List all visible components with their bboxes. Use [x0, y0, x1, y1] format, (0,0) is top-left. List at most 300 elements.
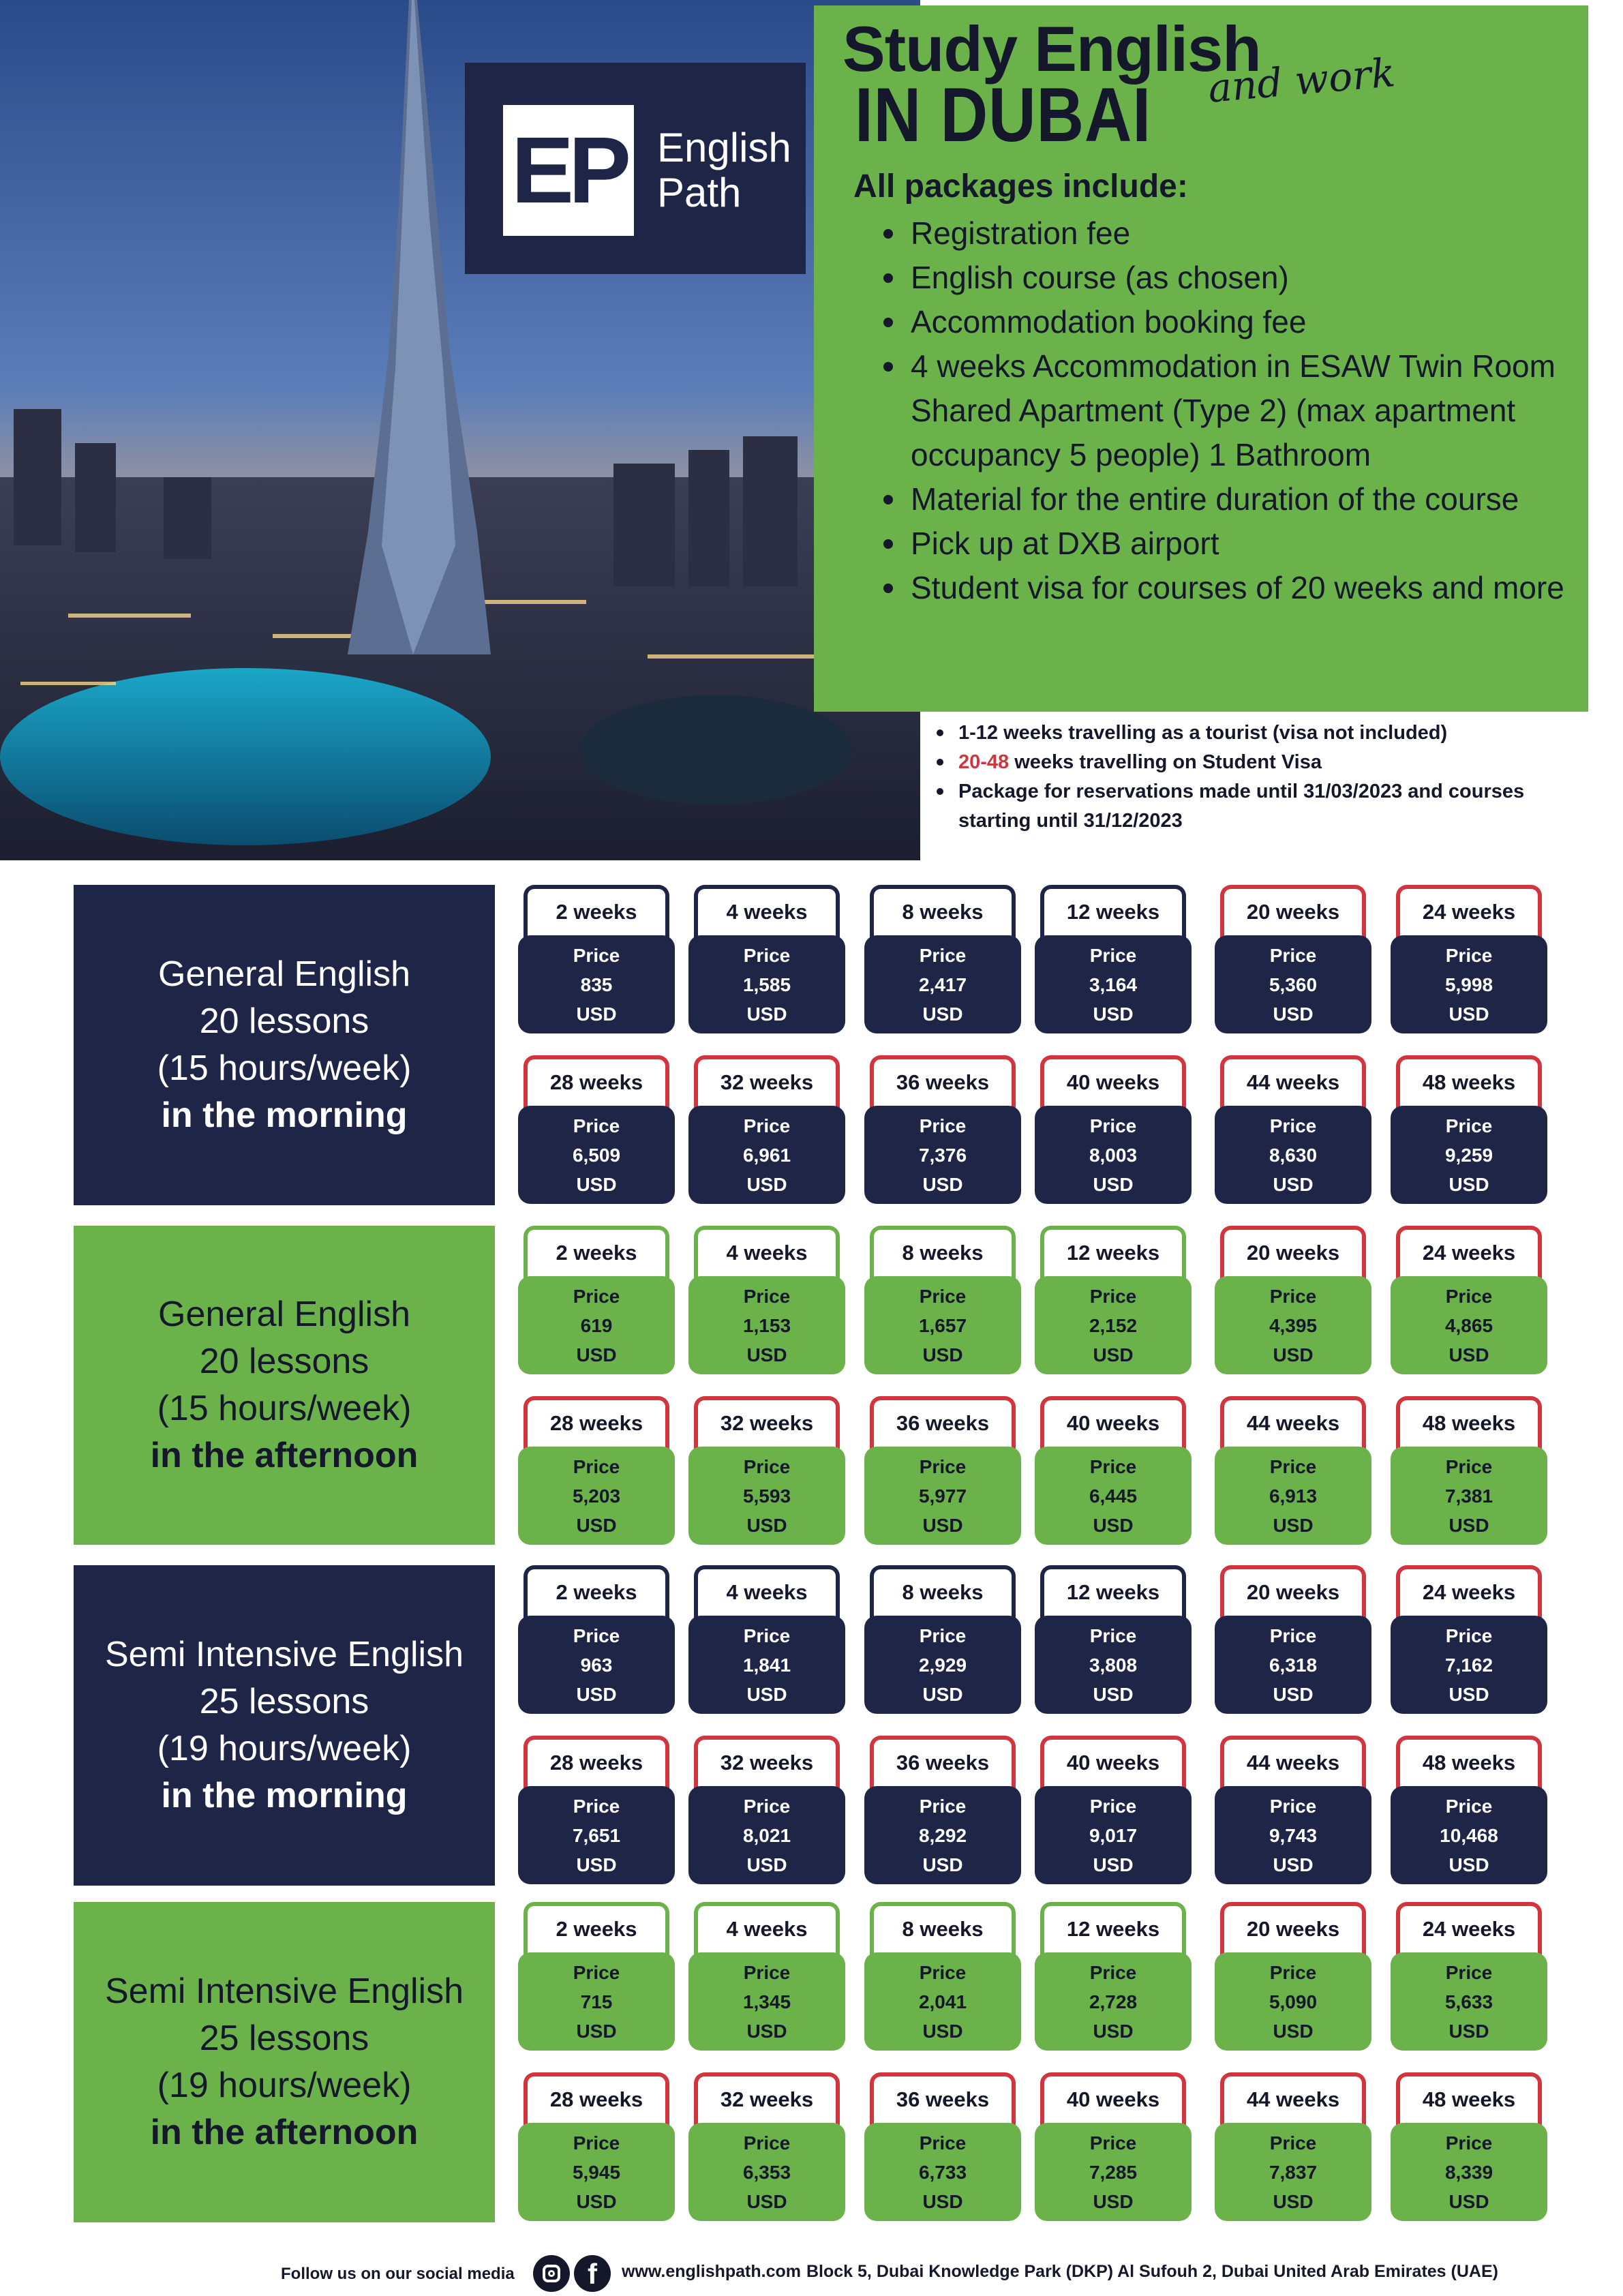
duration-tab: 8 weeks [870, 1902, 1016, 1965]
duration-tab: 4 weeks [694, 885, 840, 948]
price-card [688, 1565, 845, 1717]
facebook-icon[interactable]: f [574, 2255, 611, 2292]
price-card [864, 1736, 1021, 1887]
duration-tab: 44 weeks [1220, 2072, 1366, 2135]
price-card [1391, 885, 1547, 1036]
footer-website-link[interactable]: www.englishpath.com [622, 2262, 801, 2281]
price-box [1391, 1447, 1547, 1545]
price-label: Price [743, 1625, 791, 1646]
price-card [688, 885, 845, 1036]
price-box [688, 2123, 845, 2221]
price-box [1035, 1616, 1192, 1714]
price-box [864, 1616, 1021, 1714]
price-value: 2,041 [918, 1991, 967, 2012]
price-value: 8,003 [1089, 1145, 1138, 1166]
price-card [1035, 1565, 1192, 1717]
course-name: Semi Intensive English [104, 1635, 464, 1674]
currency-label: USD [746, 1344, 787, 1365]
logo-word-english: English [657, 125, 791, 170]
page-title-line1: Study English [843, 13, 1261, 85]
currency-label: USD [1448, 1854, 1489, 1875]
price-card [518, 885, 675, 1036]
price-label: Price [573, 2132, 620, 2154]
price-value: 2,929 [918, 1655, 967, 1676]
price-card [1391, 1226, 1547, 1377]
price-card [1035, 1902, 1192, 2053]
price-label: Price [1089, 1962, 1137, 1983]
price-card [518, 1396, 675, 1547]
price-value: 3,808 [1089, 1655, 1138, 1676]
price-box [864, 2123, 1021, 2221]
currency-label: USD [1448, 1344, 1489, 1365]
price-label: Price [1269, 945, 1317, 966]
duration-tab: 36 weeks [870, 2072, 1016, 2135]
price-box [1215, 1447, 1371, 1545]
price-label: Price [1089, 945, 1137, 966]
duration-tab: 32 weeks [694, 1055, 840, 1118]
duration-tab: 40 weeks [1040, 1736, 1186, 1798]
price-value: 619 [580, 1315, 613, 1336]
currency-label: USD [922, 1854, 963, 1875]
price-value: 6,445 [1089, 1485, 1138, 1507]
price-card [1035, 1396, 1192, 1547]
currency-label: USD [746, 1003, 787, 1025]
price-card [864, 1396, 1021, 1547]
currency-label: USD [746, 1515, 787, 1536]
currency-label: USD [576, 2021, 617, 2042]
course-time: in the morning [161, 1776, 408, 1815]
price-box [1215, 935, 1371, 1033]
duration-tab: 4 weeks [694, 1565, 840, 1628]
price-value: 7,162 [1444, 1655, 1493, 1676]
price-label: Price [1089, 1115, 1137, 1136]
price-box [688, 935, 845, 1033]
currency-label: USD [1093, 1854, 1134, 1875]
price-box [1035, 2123, 1192, 2221]
currency-label: USD [1093, 1344, 1134, 1365]
price-box [864, 1276, 1021, 1374]
price-value: 10,468 [1440, 1825, 1498, 1846]
duration-tab: 28 weeks [524, 2072, 669, 2135]
price-value: 8,292 [918, 1825, 967, 1846]
list-item: English course (as chosen) [889, 256, 1571, 300]
price-card [518, 2072, 675, 2224]
course-hours: (19 hours/week) [157, 2066, 412, 2105]
logo-word-path: Path [657, 170, 742, 215]
course-name: Semi Intensive English [104, 1972, 464, 2011]
price-box [1215, 2123, 1371, 2221]
price-box [1391, 1952, 1547, 2051]
price-value: 9,017 [1089, 1825, 1138, 1846]
currency-label: USD [1093, 1515, 1134, 1536]
price-value: 8,021 [742, 1825, 791, 1846]
price-label: Price [1089, 1286, 1137, 1307]
footer [0, 2250, 1623, 2291]
price-value: 3,164 [1089, 974, 1138, 995]
currency-label: USD [576, 1684, 617, 1705]
price-value: 5,945 [572, 2162, 621, 2183]
price-box [518, 1447, 675, 1545]
price-box [518, 935, 675, 1033]
price-box [1215, 1786, 1371, 1884]
price-label: Price [1089, 2132, 1137, 2154]
currency-label: USD [1273, 2191, 1314, 2212]
price-value: 2,152 [1089, 1315, 1138, 1336]
price-value: 715 [580, 1991, 613, 2012]
course-label [74, 1226, 495, 1545]
price-label: Price [573, 1456, 620, 1477]
price-card [1391, 1396, 1547, 1547]
price-card [864, 1565, 1021, 1717]
package-info-panel [814, 5, 1588, 712]
price-label: Price [919, 2132, 967, 2154]
price-value: 2,417 [918, 974, 967, 995]
price-value: 4,865 [1444, 1315, 1493, 1336]
price-value: 2,728 [1089, 1991, 1138, 2012]
price-label: Price [919, 1286, 967, 1307]
price-box [1391, 1616, 1547, 1714]
price-card [1391, 2072, 1547, 2224]
duration-tab: 2 weeks [524, 1565, 669, 1628]
currency-label: USD [1448, 1684, 1489, 1705]
price-value: 1,585 [742, 974, 791, 995]
course-lessons: 25 lessons [199, 2019, 369, 2058]
price-label: Price [743, 945, 791, 966]
duration-tab: 28 weeks [524, 1396, 669, 1459]
footer-follow-text: Follow us on our social media [281, 2265, 515, 2283]
price-value: 1,153 [742, 1315, 791, 1336]
price-card [1215, 885, 1371, 1036]
price-card [688, 1396, 845, 1547]
price-box [1391, 935, 1547, 1033]
price-box [1035, 1106, 1192, 1204]
duration-tab: 8 weeks [870, 1226, 1016, 1288]
price-card [688, 1055, 845, 1207]
price-box [1035, 1786, 1192, 1884]
price-box [1035, 1447, 1192, 1545]
price-box [518, 1952, 675, 2051]
list-item: Student visa for courses of 20 weeks and more [889, 566, 1571, 610]
duration-tab: 40 weeks [1040, 1396, 1186, 1459]
price-value: 835 [580, 974, 613, 995]
price-label: Price [1445, 1962, 1493, 1983]
duration-tab: 2 weeks [524, 1226, 669, 1288]
course-time: in the afternoon [150, 2113, 419, 2152]
duration-tab: 36 weeks [870, 1736, 1016, 1798]
price-box [518, 1786, 675, 1884]
currency-label: USD [922, 1003, 963, 1025]
price-card [1035, 2072, 1192, 2224]
duration-tab: 24 weeks [1396, 1565, 1542, 1628]
duration-tab: 36 weeks [870, 1055, 1016, 1118]
currency-label: USD [1448, 1003, 1489, 1025]
price-label: Price [1445, 945, 1493, 966]
duration-tab: 20 weeks [1220, 1902, 1366, 1965]
course-label [74, 1565, 495, 1886]
currency-label: USD [576, 1854, 617, 1875]
includes-list [889, 211, 1571, 610]
currency-label: USD [576, 2191, 617, 2212]
price-value: 9,259 [1444, 1145, 1493, 1166]
currency-label: USD [1273, 1684, 1314, 1705]
price-value: 8,339 [1444, 2162, 1493, 2183]
duration-tab: 28 weeks [524, 1055, 669, 1118]
duration-tab: 32 weeks [694, 2072, 840, 2135]
price-label: Price [1089, 1456, 1137, 1477]
price-box [864, 935, 1021, 1033]
price-label: Price [1269, 1286, 1317, 1307]
price-label: Price [919, 1456, 967, 1477]
price-box [1391, 1276, 1547, 1374]
price-value: 1,841 [742, 1655, 791, 1676]
footer-address: Block 5, Dubai Knowledge Park (DKP) Al Sufouh 2, Dubai United Arab Emirates (UAE) [806, 2262, 1498, 2281]
price-label: Price [1269, 1796, 1317, 1817]
price-card [864, 1226, 1021, 1377]
course-time: in the afternoon [150, 1436, 419, 1475]
list-item: Accommodation booking fee [889, 300, 1571, 344]
price-label: Price [1445, 1796, 1493, 1817]
currency-label: USD [1273, 1854, 1314, 1875]
currency-label: USD [922, 2021, 963, 2042]
price-box [688, 1106, 845, 1204]
note-package: Package for reservations made until 31/03/2023 and courses starting until 31/12/2023 [932, 777, 1566, 836]
duration-tab: 40 weeks [1040, 1055, 1186, 1118]
price-box [518, 1106, 675, 1204]
page-title-script: and work [1206, 49, 1397, 112]
currency-label: USD [1273, 1003, 1314, 1025]
currency-label: USD [922, 1515, 963, 1536]
currency-label: USD [922, 1344, 963, 1365]
price-value: 6,913 [1269, 1485, 1318, 1507]
currency-label: USD [1093, 2191, 1134, 2212]
page-title-line2: IN DUBAI [855, 72, 1151, 157]
price-value: 9,743 [1269, 1825, 1318, 1846]
price-value: 5,998 [1444, 974, 1493, 995]
price-label: Price [573, 945, 620, 966]
price-label: Price [919, 1625, 967, 1646]
price-box [688, 1447, 845, 1545]
duration-tab: 24 weeks [1396, 885, 1542, 948]
price-card [864, 2072, 1021, 2224]
duration-tab: 8 weeks [870, 885, 1016, 948]
price-value: 1,657 [918, 1315, 967, 1336]
course-lessons: 20 lessons [199, 1001, 369, 1041]
course-lessons: 25 lessons [199, 1682, 369, 1721]
price-card [688, 1736, 845, 1887]
price-label: Price [1089, 1625, 1137, 1646]
duration-tab: 48 weeks [1396, 1736, 1542, 1798]
currency-label: USD [1448, 1174, 1489, 1195]
duration-tab: 20 weeks [1220, 885, 1366, 948]
course-label [74, 885, 495, 1205]
price-value: 6,318 [1269, 1655, 1318, 1676]
price-card [1215, 1565, 1371, 1717]
price-box [864, 1952, 1021, 2051]
price-card [518, 1736, 675, 1887]
price-value: 7,381 [1444, 1485, 1493, 1507]
price-label: Price [1089, 1796, 1137, 1817]
duration-tab: 12 weeks [1040, 1226, 1186, 1288]
price-value: 963 [580, 1655, 613, 1676]
price-box [864, 1106, 1021, 1204]
price-box [1215, 1276, 1371, 1374]
course-lessons: 20 lessons [199, 1342, 369, 1381]
price-label: Price [1445, 1456, 1493, 1477]
price-label: Price [919, 1962, 967, 1983]
price-label: Price [573, 1625, 620, 1646]
price-card [1215, 1902, 1371, 2053]
price-value: 4,395 [1269, 1315, 1318, 1336]
currency-label: USD [576, 1003, 617, 1025]
price-card [864, 885, 1021, 1036]
price-value: 5,593 [742, 1485, 791, 1507]
price-card [1035, 885, 1192, 1036]
course-name: General English [158, 954, 410, 994]
price-box [1391, 1106, 1547, 1204]
price-box [864, 1786, 1021, 1884]
price-value: 5,203 [572, 1485, 621, 1507]
duration-tab: 44 weeks [1220, 1396, 1366, 1459]
duration-tab: 32 weeks [694, 1736, 840, 1798]
price-box [688, 1616, 845, 1714]
price-card [1391, 1736, 1547, 1887]
duration-tab: 44 weeks [1220, 1736, 1366, 1798]
price-value: 7,837 [1269, 2162, 1318, 2183]
price-value: 7,376 [918, 1145, 967, 1166]
currency-label: USD [746, 2191, 787, 2212]
currency-label: USD [1273, 1515, 1314, 1536]
price-card [518, 1226, 675, 1377]
note-tourist: 1-12 weeks travelling as a tourist (visa not included) [932, 719, 1566, 748]
price-label: Price [743, 1796, 791, 1817]
price-label: Price [573, 1286, 620, 1307]
logo-mark: EP [503, 105, 634, 236]
price-label: Price [573, 1962, 620, 1983]
duration-tab: 12 weeks [1040, 1565, 1186, 1628]
course-hours: (19 hours/week) [157, 1729, 412, 1768]
currency-label: USD [922, 2191, 963, 2212]
duration-tab: 24 weeks [1396, 1902, 1542, 1965]
includes-heading: All packages include: [853, 168, 1188, 205]
price-value: 5,977 [918, 1485, 967, 1507]
price-label: Price [743, 1286, 791, 1307]
price-card [1215, 1226, 1371, 1377]
course-label [74, 1902, 495, 2222]
currency-label: USD [1093, 1003, 1134, 1025]
duration-tab: 4 weeks [694, 1902, 840, 1965]
price-value: 5,360 [1269, 974, 1318, 995]
price-label: Price [1445, 1625, 1493, 1646]
notes-list [932, 719, 1566, 836]
price-box [1391, 2123, 1547, 2221]
currency-label: USD [576, 1515, 617, 1536]
price-card [1391, 1055, 1547, 1207]
price-box [688, 1952, 845, 2051]
duration-tab: 32 weeks [694, 1396, 840, 1459]
price-card [1035, 1055, 1192, 1207]
duration-tab: 48 weeks [1396, 1055, 1542, 1118]
list-item: 4 weeks Accommodation in ESAW Twin Room Shared Apartment (Type 2) (max apartment occupancy 5 people) 1 Bathroom [889, 344, 1571, 477]
price-card [1215, 1396, 1371, 1547]
list-item: Pick up at DXB airport [889, 522, 1571, 566]
duration-tab: 48 weeks [1396, 1396, 1542, 1459]
price-card [864, 1902, 1021, 2053]
price-card [1215, 1055, 1371, 1207]
price-value: 5,633 [1444, 1991, 1493, 2012]
price-card [688, 1902, 845, 2053]
price-label: Price [919, 1796, 967, 1817]
duration-tab: 4 weeks [694, 1226, 840, 1288]
price-label: Price [1269, 2132, 1317, 2154]
price-card [1391, 1565, 1547, 1717]
price-label: Price [1445, 1286, 1493, 1307]
price-card [688, 2072, 845, 2224]
price-card [864, 1055, 1021, 1207]
price-box [1215, 1952, 1371, 2051]
price-label: Price [573, 1115, 620, 1136]
currency-label: USD [576, 1174, 617, 1195]
currency-label: USD [922, 1174, 963, 1195]
currency-label: USD [1448, 2021, 1489, 2042]
price-value: 8,630 [1269, 1145, 1318, 1166]
price-card [688, 1226, 845, 1377]
duration-tab: 36 weeks [870, 1396, 1016, 1459]
price-value: 1,345 [742, 1991, 791, 2012]
currency-label: USD [1273, 1174, 1314, 1195]
price-box [688, 1786, 845, 1884]
price-label: Price [743, 1962, 791, 1983]
currency-label: USD [1448, 2191, 1489, 2212]
price-box [1391, 1786, 1547, 1884]
currency-label: USD [576, 1344, 617, 1365]
list-item: Registration fee [889, 211, 1571, 256]
price-value: 6,961 [742, 1145, 791, 1166]
price-box [1035, 935, 1192, 1033]
instagram-icon[interactable] [533, 2255, 570, 2292]
price-box [518, 1276, 675, 1374]
price-value: 6,509 [572, 1145, 621, 1166]
price-label: Price [1269, 1962, 1317, 1983]
price-label: Price [573, 1796, 620, 1817]
price-label: Price [1445, 1115, 1493, 1136]
duration-tab: 12 weeks [1040, 885, 1186, 948]
note-visa-highlight: 20-48 [958, 751, 1010, 773]
currency-label: USD [1273, 2021, 1314, 2042]
price-card [1391, 1902, 1547, 2053]
duration-tab: 20 weeks [1220, 1226, 1366, 1288]
duration-tab: 40 weeks [1040, 2072, 1186, 2135]
price-card [518, 1055, 675, 1207]
currency-label: USD [1093, 1174, 1134, 1195]
currency-label: USD [922, 1684, 963, 1705]
duration-tab: 28 weeks [524, 1736, 669, 1798]
price-box [864, 1447, 1021, 1545]
currency-label: USD [1093, 2021, 1134, 2042]
price-card [518, 1902, 675, 2053]
price-label: Price [919, 945, 967, 966]
currency-label: USD [746, 1684, 787, 1705]
price-box [1215, 1616, 1371, 1714]
price-value: 7,285 [1089, 2162, 1138, 2183]
duration-tab: 2 weeks [524, 1902, 669, 1965]
note-student-visa [932, 748, 1566, 777]
price-box [1035, 1952, 1192, 2051]
price-label: Price [919, 1115, 967, 1136]
course-hours: (15 hours/week) [157, 1048, 412, 1088]
currency-label: USD [1093, 1684, 1134, 1705]
price-label: Price [743, 1456, 791, 1477]
english-path-logo [465, 63, 806, 274]
